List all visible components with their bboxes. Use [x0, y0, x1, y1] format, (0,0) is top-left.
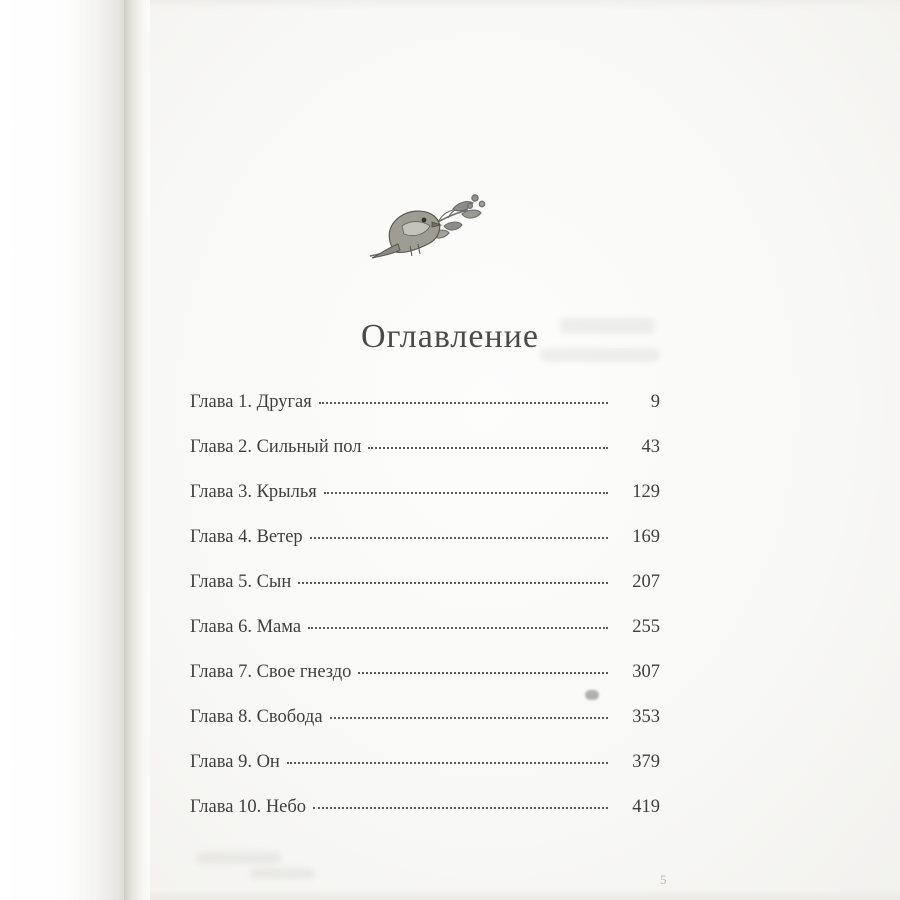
toc-leader-dots — [324, 486, 608, 494]
toc-entry-page: 207 — [632, 572, 660, 592]
toc-entry[interactable] — [190, 797, 660, 842]
toc-entry-label: Глава 8. Свобода — [190, 707, 323, 727]
toc-entry-page: 379 — [632, 752, 660, 772]
toc-entry[interactable] — [190, 572, 660, 617]
page-edge-bottom — [150, 888, 900, 900]
toc-entry[interactable] — [190, 617, 660, 662]
toc-entry-page: 43 — [641, 437, 660, 457]
page-edge-top — [150, 0, 900, 10]
toc-leader-dots — [358, 666, 608, 674]
page-gutter-shadow — [124, 0, 150, 900]
toc-entry-label: Глава 2. Сильный пол — [190, 437, 362, 457]
toc-leader-dots — [313, 801, 608, 809]
page-gutter — [0, 0, 124, 900]
toc-leader-dots — [308, 621, 608, 629]
toc-entry-label: Глава 5. Сын — [190, 572, 292, 592]
table-of-contents — [190, 392, 660, 842]
toc-entry-page: 255 — [632, 617, 660, 637]
toc-leader-dots — [330, 711, 608, 719]
toc-entry-page: 419 — [632, 797, 660, 817]
toc-entry-label: Глава 6. Мама — [190, 617, 302, 637]
toc-leader-dots — [287, 756, 608, 764]
toc-entry[interactable] — [190, 527, 660, 572]
toc-entry-label: Глава 9. Он — [190, 752, 280, 772]
toc-entry[interactable] — [190, 482, 660, 527]
toc-entry-label: Глава 1. Другая — [190, 392, 312, 412]
toc-entry-page: 129 — [632, 482, 660, 502]
toc-entry[interactable] — [190, 707, 660, 752]
toc-entry[interactable] — [190, 392, 660, 437]
toc-leader-dots — [310, 531, 608, 539]
show-through-smudge — [250, 868, 315, 879]
toc-entry[interactable] — [190, 662, 660, 707]
toc-entry-label: Глава 10. Небо — [190, 797, 307, 817]
show-through-smudge — [196, 852, 281, 864]
bird-on-branch-ornament-icon — [352, 182, 492, 272]
toc-leader-dots — [298, 576, 608, 584]
toc-entry-page: 169 — [632, 527, 660, 547]
toc-entry-label: Глава 7. Свое гнездо — [190, 662, 352, 682]
toc-entry[interactable] — [190, 752, 660, 797]
toc-leader-dots — [368, 441, 608, 449]
toc-entry-page: 9 — [650, 392, 660, 412]
toc-leader-dots — [319, 396, 608, 404]
toc-entry-label: Глава 4. Ветер — [190, 527, 303, 547]
page-title: Оглавление — [361, 318, 539, 355]
page-folio-number: 5 — [660, 872, 667, 887]
toc-entry-label: Глава 3. Крылья — [190, 482, 317, 502]
toc-entry-page: 307 — [632, 662, 660, 682]
toc-entry-page: 353 — [632, 707, 660, 727]
toc-entry[interactable] — [190, 437, 660, 482]
